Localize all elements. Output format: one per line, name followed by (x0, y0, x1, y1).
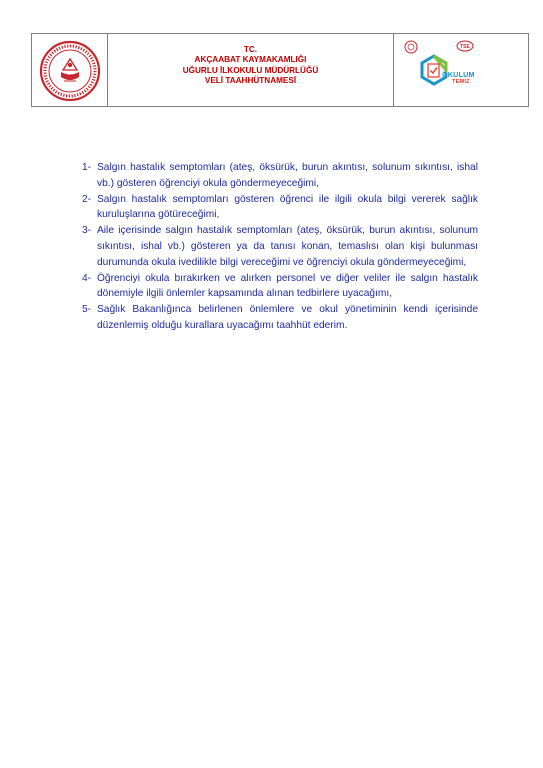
title-line-3: UĞURLU İLKOKULU MÜDÜRLÜĞÜ (182, 65, 319, 75)
item-text: Salgın hastalık semptomları (ateş, öksürük, burun akıntısı, solunum sıkıntısı, ishal vb.) gösteren öğrenciyi okula göndermeyeceğimi, (97, 162, 478, 189)
commitment-list (83, 160, 478, 334)
logo-cell (32, 34, 108, 106)
list-item (83, 271, 478, 303)
list-item (83, 223, 478, 270)
title-line-2: AKÇAABAT KAYMAKAMLIĞI (194, 55, 307, 65)
item-text: Öğrenciyi okula bırakırken ve alırken personel ve diğer veliler ile salgın hastalık dönemiyle ilgili önlemler kapsamında alınan tedbirlere uyacağımı, (97, 272, 478, 300)
item-number: 4- (82, 272, 92, 284)
ministry-seal-icon (39, 39, 101, 103)
title-line-1: TC. (243, 45, 258, 54)
item-text: Salgın hastalık semptomları gösteren öğrenci ile ilgili okula bilgi vererek sağlık kuruluşlarına götüreceğimi, (97, 193, 478, 221)
item-text: Sağlık Bakanlığınca belirlenen önlemlere ve okul yönetiminin kendi içerisinde düzenlemiş olduğu kurallara uyacağımı taahhüt ederim. (97, 304, 478, 331)
header-table (31, 33, 529, 107)
list-item (83, 192, 478, 224)
item-text: Aile içerisinde salgın hastalık semptomları (ateş, öksürük, burun akıntısı, solunum sıkıntısı, ishal vb.) gösteren ya da tanısı konan, temaslısı olan kişi bulunması durumunda okula ivedilikle bilgi vereceğimi ve öğrenciyi okula göndermeyeceğimi, (97, 225, 478, 268)
item-number: 5- (82, 304, 92, 316)
svg-text:TSE: TSE (460, 44, 470, 50)
title-cell (108, 34, 394, 106)
list-item (83, 160, 478, 192)
badge-main-text: OKULUM (442, 70, 475, 79)
badge-sub-text: TEMİZ (452, 79, 470, 85)
badge-cell (394, 34, 528, 106)
item-number: 3- (82, 225, 92, 237)
item-number: 2- (82, 193, 92, 205)
document-title (108, 45, 393, 87)
item-number: 1- (82, 162, 92, 173)
okulum-temiz-badge (394, 34, 528, 106)
title-line-4: VELİ TAAHHÜTNAMESİ (204, 76, 297, 86)
list-item (83, 302, 478, 334)
